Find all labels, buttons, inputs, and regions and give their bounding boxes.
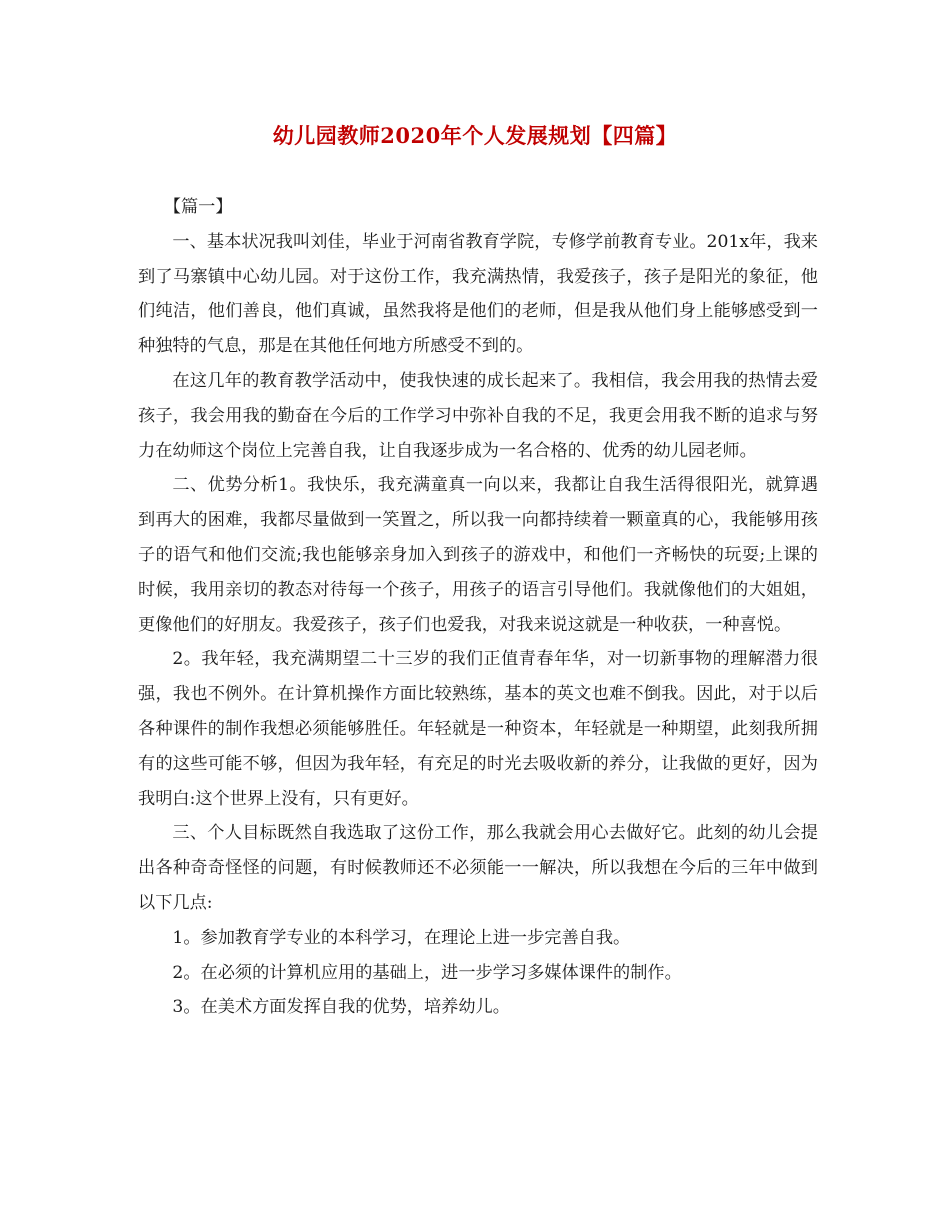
document-body xyxy=(138,190,818,1025)
list-item: 1。参加教育学专业的本科学习，在理论上进一步完善自我。 xyxy=(172,927,631,948)
section-label: 【篇一】 xyxy=(163,197,233,217)
paragraph: 在这几年的教育教学活动中，使我快速的成长起来了。我相信，我会用我的热情去爱孩子，我会用我的勤奋在今后的工作学习中弥补自我的不足，我更会用我不断的追求与努力在幼师这个岗位上完善自我，让自我逐步成为一名合格的、优秀的幼儿园老师。 xyxy=(138,370,818,461)
paragraph: 二、优势分析1。我快乐，我充满童真一向以来，我都让自我生活得很阳光，就算遇到再大的困难，我都尽量做到一笑置之，所以我一向都持续着一颗童真的心，我能够用孩子的语气和他们交流;我也能够亲身加入到孩子的游戏中，和他们一齐畅快的玩耍;上课的时候，我用亲切的教态对待每一个孩子，用孩子的语言引导他们。我就像他们的大姐姐，更像他们的好朋友。我爱孩子，孩子们也爱我，对我来说这就是一种收获，一种喜悦。 xyxy=(138,475,818,635)
paragraph: 一、基本状况我叫刘佳，毕业于河南省教育学院，专修学前教育专业。201x年，我来到了马寨镇中心幼儿园。对于这份工作，我充满热情，我爱孩子，孩子是阳光的象征，他们纯洁，他们善良，他们真诚，虽然我将是他们的老师，但是我从他们身上能够感受到一种独特的气息，那是在其他任何地方所感受不到的。 xyxy=(138,231,818,357)
paragraph: 三、个人目标既然自我选取了这份工作，那么我就会用心去做好它。此刻的幼儿会提出各种奇奇怪怪的问题，有时候教师还不必须能一一解决，所以我想在今后的三年中做到以下几点: xyxy=(138,823,818,913)
list-item: 3。在美术方面发挥自我的优势，培养幼儿。 xyxy=(172,997,510,1018)
document-title: 幼儿园教师2020年个人发展规划【四篇】 xyxy=(272,123,678,148)
paragraph: 2。我年轻，我充满期望二十三岁的我们正值青春年华，对一切新事物的理解潜力很强，我也不例外。在计算机操作方面比较熟练，基本的英文也难不倒我。因此，对于以后各种课件的制作我想必须能够胜任。年轻就是一种资本，年轻就是一种期望，此刻我所拥有的这些可能不够，但因为我年轻，有充足的时光去吸收新的养分，让我做的更好，因为我明白:这个世界上没有，只有更好。 xyxy=(138,649,818,809)
list-item: 2。在必须的计算机应用的基础上，进一步学习多媒体课件的制作。 xyxy=(172,962,682,983)
